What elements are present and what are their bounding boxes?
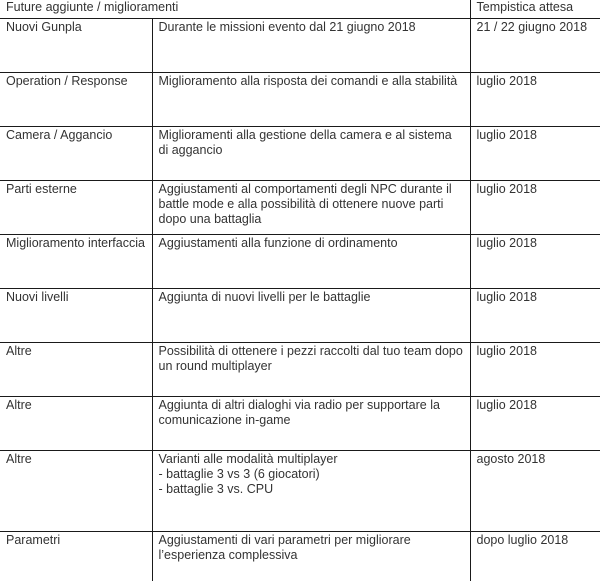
feature-cell: Altre: [0, 396, 152, 450]
description-cell: Varianti alle modalità multiplayer - battaglie 3 vs 3 (6 giocatori) - battaglie 3 vs. CPU: [152, 450, 470, 531]
description-cell: Aggiustamenti al comportamenti degli NPC durante il battle mode e alla possibilità di ottenere nuove parti dopo una battaglia: [152, 180, 470, 234]
timing-cell: luglio 2018: [470, 72, 600, 126]
table-row: [0, 234, 600, 288]
timing-cell: 21 / 22 giugno 2018: [470, 18, 600, 72]
timing-cell: luglio 2018: [470, 126, 600, 180]
table-header: [0, 0, 600, 18]
header-row: [0, 0, 600, 18]
description-cell: Aggiustamenti alla funzione di ordinamento: [152, 234, 470, 288]
table-row: [0, 72, 600, 126]
table-row: [0, 342, 600, 396]
timing-cell: luglio 2018: [470, 288, 600, 342]
feature-cell: Parti esterne: [0, 180, 152, 234]
timing-cell: dopo luglio 2018: [470, 531, 600, 581]
description-cell: Miglioramenti alla gestione della camera e al sistema di aggancio: [152, 126, 470, 180]
table-row: [0, 180, 600, 234]
timing-cell: agosto 2018: [470, 450, 600, 531]
table-row: [0, 18, 600, 72]
table-row: [0, 288, 600, 342]
table-body: [0, 18, 600, 581]
feature-cell: Parametri: [0, 531, 152, 581]
description-cell: Aggiunta di nuovi livelli per le battaglie: [152, 288, 470, 342]
description-cell: Possibilità di ottenere i pezzi raccolti dal tuo team dopo un round multiplayer: [152, 342, 470, 396]
description-cell: Aggiustamenti di vari parametri per migliorare l’esperienza complessiva: [152, 531, 470, 581]
feature-cell: Camera / Aggancio: [0, 126, 152, 180]
timing-cell: luglio 2018: [470, 396, 600, 450]
description-cell: Miglioramento alla risposta dei comandi e alla stabilità: [152, 72, 470, 126]
table-row: [0, 531, 600, 581]
timing-cell: luglio 2018: [470, 234, 600, 288]
feature-cell: Nuovi Gunpla: [0, 18, 152, 72]
timing-cell: luglio 2018: [470, 180, 600, 234]
timing-cell: luglio 2018: [470, 342, 600, 396]
description-cell: Aggiunta di altri dialoghi via radio per supportare la comunicazione in-game: [152, 396, 470, 450]
feature-cell: Altre: [0, 450, 152, 531]
header-feature: Future aggiunte / miglioramenti: [0, 0, 470, 18]
table-row: [0, 396, 600, 450]
description-cell: Durante le missioni evento dal 21 giugno 2018: [152, 18, 470, 72]
feature-cell: Nuovi livelli: [0, 288, 152, 342]
feature-cell: Miglioramento interfaccia: [0, 234, 152, 288]
table-row: [0, 450, 600, 531]
header-timing: Tempistica attesa: [470, 0, 600, 18]
feature-cell: Operation / Response: [0, 72, 152, 126]
feature-cell: Altre: [0, 342, 152, 396]
table-row: [0, 126, 600, 180]
